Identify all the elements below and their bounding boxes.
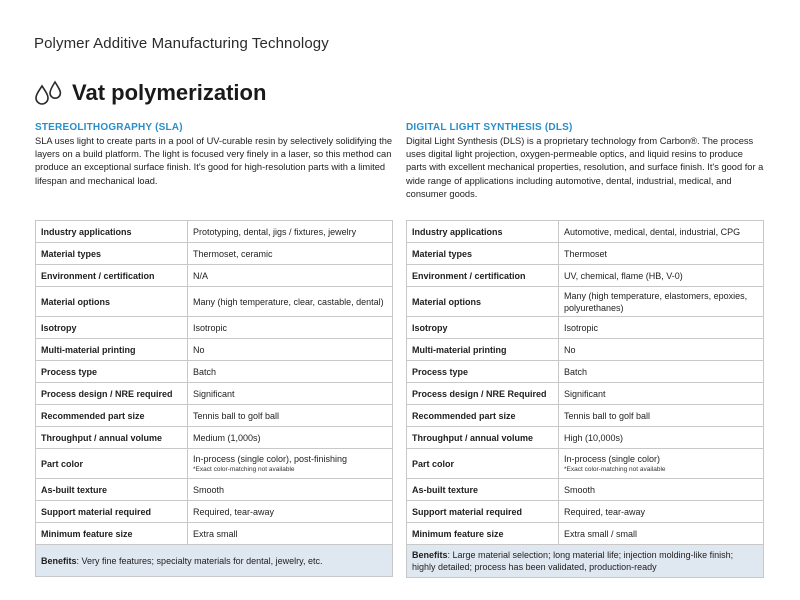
row-value: Many (high temperature, clear, castable, dental) xyxy=(188,287,393,317)
table-row xyxy=(36,317,393,339)
row-value: Required, tear-away xyxy=(559,501,764,523)
sla-heading: STEREOLITHOGRAPHY (SLA) xyxy=(35,122,183,133)
row-value: Tennis ball to golf ball xyxy=(559,405,764,427)
row-label: Material types xyxy=(407,243,559,265)
row-value: Isotropic xyxy=(188,317,393,339)
table-row xyxy=(407,383,764,405)
table-row xyxy=(36,405,393,427)
table-row xyxy=(36,449,393,479)
benefits-row xyxy=(407,545,764,578)
color-note: *Exact color-matching not available xyxy=(564,466,666,473)
dls-intro xyxy=(406,122,766,201)
row-label: Environment / certification xyxy=(407,265,559,287)
benefits-label: Benefits xyxy=(412,550,448,560)
row-label: Part color xyxy=(407,449,559,479)
table-row xyxy=(36,361,393,383)
row-label: Environment / certification xyxy=(36,265,188,287)
row-label: Material options xyxy=(407,287,559,317)
table-row xyxy=(36,339,393,361)
row-value: Smooth xyxy=(188,479,393,501)
row-value: High (10,000s) xyxy=(559,427,764,449)
benefits-label: Benefits xyxy=(41,555,77,566)
benefits-text: : Very fine features; specialty materials for dental, jewelry, etc. xyxy=(76,555,323,566)
table-row xyxy=(36,383,393,405)
sla-spec-table xyxy=(35,220,393,577)
sla-intro xyxy=(35,122,395,188)
row-label: As-built texture xyxy=(407,479,559,501)
row-value: N/A xyxy=(188,265,393,287)
row-label: Material types xyxy=(36,243,188,265)
page-header-title: Polymer Additive Manufacturing Technology xyxy=(34,35,329,52)
row-value: Thermoset xyxy=(559,243,764,265)
row-label: As-built texture xyxy=(36,479,188,501)
row-label: Minimum feature size xyxy=(407,523,559,545)
row-label: Process design / NRE required xyxy=(36,383,188,405)
row-label: Minimum feature size xyxy=(36,523,188,545)
row-label: Process design / NRE Required xyxy=(407,383,559,405)
row-label: Support material required xyxy=(36,501,188,523)
row-value: Batch xyxy=(188,361,393,383)
row-value xyxy=(188,449,393,479)
row-value: Batch xyxy=(559,361,764,383)
table-row xyxy=(407,479,764,501)
benefits-row xyxy=(36,545,393,577)
section-title: Vat polymerization xyxy=(72,80,267,105)
part-color-value: In-process (single color), post-finishing xyxy=(193,454,348,464)
water-drops-icon xyxy=(34,78,64,108)
row-value: Thermoset, ceramic xyxy=(188,243,393,265)
section-heading xyxy=(34,76,266,110)
row-label: Material options xyxy=(36,287,188,317)
table-row xyxy=(407,361,764,383)
row-value: Extra small xyxy=(188,523,393,545)
row-value: Tennis ball to golf ball xyxy=(188,405,393,427)
table-row xyxy=(407,427,764,449)
row-label: Throughput / annual volume xyxy=(407,427,559,449)
row-value: Significant xyxy=(559,383,764,405)
row-value: UV, chemical, flame (HB, V-0) xyxy=(559,265,764,287)
row-label: Throughput / annual volume xyxy=(36,427,188,449)
benefits-text: : Large material selection; long material life; injection molding-like finish; highly detailed; process has been validated, production-ready xyxy=(412,550,734,572)
sla-description: SLA uses light to create parts in a pool of UV-curable resin by selectively solidifying the layers on a build platform. The light is focused very finely in a laser, so this method can produce an exceptional surface finish. It's good for high-resolution parts with a limited lifespan and mechanical load. xyxy=(35,136,393,186)
color-note: *Exact color-matching not available xyxy=(193,466,295,473)
row-label: Isotropy xyxy=(407,317,559,339)
dls-description: Digital Light Synthesis (DLS) is a proprietary technology from Carbon®. The process uses digital light projection, oxygen-permeable optics, and liquid resins to produce parts with excellent mechanical properties, resolution, and surface finish. It's good for a wide range of applications including automotive, dental, industrial, medical, and consumer goods. xyxy=(406,136,764,199)
row-value: Extra small / small xyxy=(559,523,764,545)
row-label: Isotropy xyxy=(36,317,188,339)
part-color-value: In-process (single color) xyxy=(564,454,661,464)
dls-spec-table xyxy=(406,220,764,578)
row-value: Significant xyxy=(188,383,393,405)
table-row xyxy=(36,221,393,243)
row-label: Process type xyxy=(36,361,188,383)
row-label: Industry applications xyxy=(407,221,559,243)
benefits-cell xyxy=(407,545,764,578)
table-row xyxy=(36,523,393,545)
table-row xyxy=(407,339,764,361)
row-label: Recommended part size xyxy=(36,405,188,427)
row-label: Multi-material printing xyxy=(36,339,188,361)
row-value: Prototyping, dental, jigs / fixtures, jewelry xyxy=(188,221,393,243)
row-value: Many (high temperature, elastomers, epoxies, polyurethanes) xyxy=(559,287,764,317)
dls-heading: DIGITAL LIGHT SYNTHESIS (DLS) xyxy=(406,122,573,133)
row-label: Multi-material printing xyxy=(407,339,559,361)
row-label: Part color xyxy=(36,449,188,479)
table-row xyxy=(407,221,764,243)
table-row xyxy=(407,405,764,427)
table-row xyxy=(407,265,764,287)
row-value: Medium (1,000s) xyxy=(188,427,393,449)
row-value: Smooth xyxy=(559,479,764,501)
row-label: Industry applications xyxy=(36,221,188,243)
benefits-cell xyxy=(36,545,393,577)
table-row xyxy=(36,501,393,523)
table-row xyxy=(407,287,764,317)
row-value: Automotive, medical, dental, industrial, CPG xyxy=(559,221,764,243)
row-value: Isotropic xyxy=(559,317,764,339)
row-value: No xyxy=(559,339,764,361)
table-row xyxy=(36,265,393,287)
row-label: Process type xyxy=(407,361,559,383)
table-row xyxy=(36,287,393,317)
row-label: Recommended part size xyxy=(407,405,559,427)
table-row xyxy=(407,501,764,523)
table-row xyxy=(407,317,764,339)
row-value: Required, tear-away xyxy=(188,501,393,523)
row-label: Support material required xyxy=(407,501,559,523)
table-row xyxy=(36,243,393,265)
row-value xyxy=(559,449,764,479)
table-row xyxy=(36,427,393,449)
table-row xyxy=(407,523,764,545)
table-row xyxy=(407,243,764,265)
table-row xyxy=(36,479,393,501)
table-row xyxy=(407,449,764,479)
row-value: No xyxy=(188,339,393,361)
